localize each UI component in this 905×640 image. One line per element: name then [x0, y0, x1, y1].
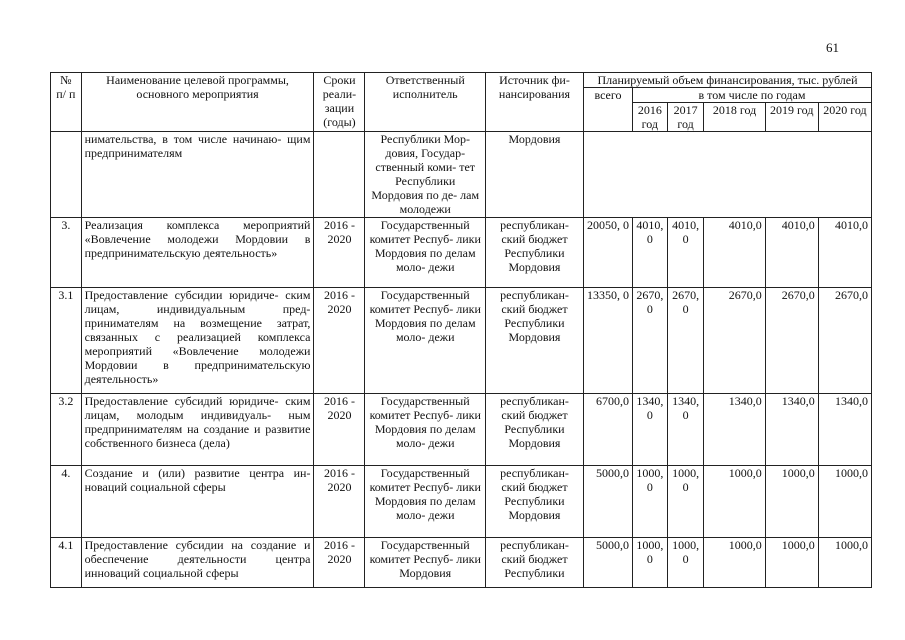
cell-responsible: Государственный комитет Респуб- лики Мордовия по делам моло- дежи: [365, 218, 485, 288]
cell-term: 2016 - 2020: [314, 466, 365, 538]
cell-2017: 1000, 0: [667, 466, 704, 538]
cell-total: 6700,0: [583, 394, 632, 466]
cell-responsible: Государственный комитет Респуб- лики Мордовия по делам моло- дежи: [365, 394, 485, 466]
cell-source: республикан- ский бюджет Республики Мордовия: [485, 288, 583, 394]
continuation-row: [51, 132, 872, 218]
cell-2018: 1340,0: [704, 394, 765, 466]
cell-name: Реализация комплекса мероприятий «Вовлечение молодежи Мордовии в предпринимательскую деятельность»: [81, 218, 314, 288]
cell-2017: 4010, 0: [667, 218, 704, 288]
cell-name: Предоставление субсидии на создание и обеспечение деятельности центра инноваций социальной сферы: [81, 538, 314, 588]
cell-source: республикан- ский бюджет Республики Мордовия: [485, 466, 583, 538]
cell-2016: 1340, 0: [632, 394, 667, 466]
cell-2017: 1000, 0: [667, 538, 704, 588]
table-row: [51, 394, 872, 466]
header-responsible: Ответственный исполнитель: [365, 73, 485, 132]
cell-2017: 2670, 0: [667, 288, 704, 394]
table-row: [51, 218, 872, 288]
page-number: 61: [826, 40, 839, 55]
cell-2016: 1000, 0: [632, 538, 667, 588]
cell-2018: 1000,0: [704, 538, 765, 588]
cell-2019: 2670,0: [765, 288, 818, 394]
table-row: [51, 538, 872, 588]
header-total: всего: [583, 88, 632, 132]
cell-2019: 4010,0: [765, 218, 818, 288]
cell-total: 5000,0: [583, 466, 632, 538]
cell-2019: 1000,0: [765, 538, 818, 588]
cell-num: 4.1: [51, 538, 82, 588]
header-year-2019: 2019 год: [765, 103, 818, 132]
financing-table: [50, 72, 872, 588]
cell-source: республикан- ский бюджет Республики: [485, 538, 583, 588]
cell-2020: 1340,0: [818, 394, 871, 466]
cell-name: Предоставление субсидий юридиче- ским лицам, молодым индивидуаль- ным предпринимателям на создание и развитие собственного бизнеса (дела): [81, 394, 314, 466]
header-num: № п/ п: [51, 73, 82, 132]
cell-2020: 4010,0: [818, 218, 871, 288]
cell-name: Создание и (или) развитие центра ин- новаций социальной сферы: [81, 466, 314, 538]
cell-total: 5000,0: [583, 538, 632, 588]
cell-2017: 1340, 0: [667, 394, 704, 466]
cell-responsible: Республики Мор- довия, Государ- ственный коми- тет Республики Мордовия по де- лам молодежи: [365, 132, 485, 218]
cell-amounts-empty: [583, 132, 871, 218]
header-row-1: [51, 73, 872, 88]
cell-2019: 1340,0: [765, 394, 818, 466]
cell-num: [51, 132, 82, 218]
cell-2016: 2670, 0: [632, 288, 667, 394]
header-planned: Планируемый объем финансирования, тыс. рублей: [583, 73, 871, 88]
cell-source: Мордовия: [485, 132, 583, 218]
cell-2018: 1000,0: [704, 466, 765, 538]
cell-name: Предоставление субсидии юридиче- ским лицам, индивидуальным пред- принимателям на возмещение затрат, связанных с реализацией комплекса мероприятий «Вовлечение молодежи Мордовии в предпринимательскую деятельность»: [81, 288, 314, 394]
header-name: Наименование целевой программы, основного мероприятия: [81, 73, 314, 132]
cell-term: [314, 132, 365, 218]
header-source: Источник фи- нансирования: [485, 73, 583, 132]
cell-2016: 4010, 0: [632, 218, 667, 288]
cell-source: республикан- ский бюджет Республики Мордовия: [485, 218, 583, 288]
header-year-2016: 2016 год: [632, 103, 667, 132]
table-row: [51, 288, 872, 394]
cell-2019: 1000,0: [765, 466, 818, 538]
cell-num: 3.2: [51, 394, 82, 466]
table-row: [51, 466, 872, 538]
cell-2020: 1000,0: [818, 538, 871, 588]
cell-2020: 2670,0: [818, 288, 871, 394]
cell-num: 3.: [51, 218, 82, 288]
cell-term: 2016 - 2020: [314, 288, 365, 394]
header-year-2018: 2018 год: [704, 103, 765, 132]
cell-2016: 1000, 0: [632, 466, 667, 538]
cell-total: 13350, 0: [583, 288, 632, 394]
cell-2020: 1000,0: [818, 466, 871, 538]
cell-name: нимательства, в том числе начинаю- щим предпринимателям: [81, 132, 314, 218]
cell-2018: 4010,0: [704, 218, 765, 288]
cell-num: 3.1: [51, 288, 82, 394]
cell-term: 2016 - 2020: [314, 394, 365, 466]
cell-term: 2016 - 2020: [314, 538, 365, 588]
cell-responsible: Государственный комитет Респуб- лики Мордовия по делам моло- дежи: [365, 288, 485, 394]
cell-total: 20050, 0: [583, 218, 632, 288]
header-by-years: в том числе по годам: [632, 88, 871, 103]
header-year-2020: 2020 год: [818, 103, 871, 132]
header-term: Сроки реали- зации (годы): [314, 73, 365, 132]
cell-source: республикан- ский бюджет Республики Мордовия: [485, 394, 583, 466]
header-year-2017: 2017 год: [667, 103, 704, 132]
cell-responsible: Государственный комитет Респуб- лики Мордовия: [365, 538, 485, 588]
cell-2018: 2670,0: [704, 288, 765, 394]
cell-num: 4.: [51, 466, 82, 538]
cell-term: 2016 - 2020: [314, 218, 365, 288]
cell-responsible: Государственный комитет Респуб- лики Мордовия по делам моло- дежи: [365, 466, 485, 538]
